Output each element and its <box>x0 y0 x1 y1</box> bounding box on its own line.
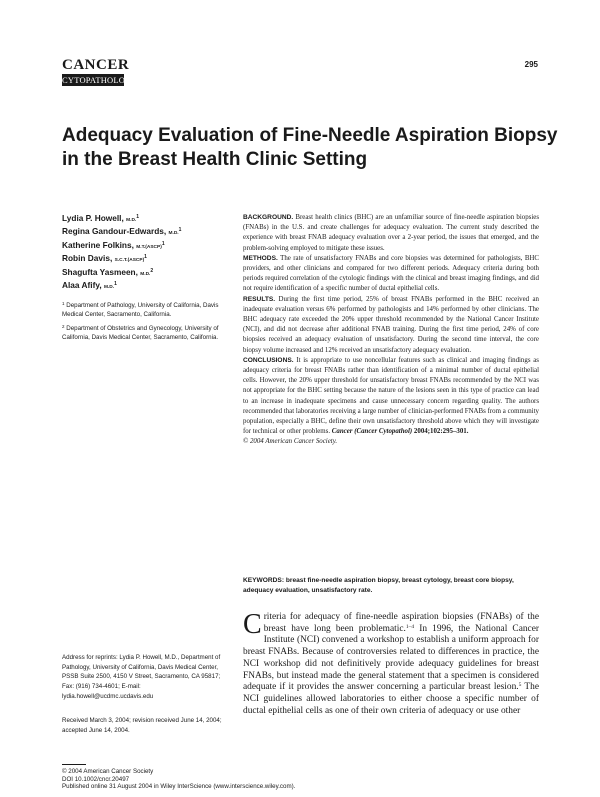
section-label: METHODS. <box>243 254 278 262</box>
affiliation-mark: 1 <box>161 240 165 247</box>
footer-copyright: © 2004 American Cancer Society <box>62 768 154 775</box>
author-name: Shagufta Yasmeen, <box>62 266 138 277</box>
body-text <box>243 609 540 717</box>
section-label: RESULTS. <box>243 295 276 303</box>
footer-divider <box>62 764 86 765</box>
affiliation-mark: 1 <box>136 214 140 220</box>
body-paragraph: In 1996, the National Cancer Institute (NCI) convened a workshop to establish a uniform approach for breast FNABs. Because of controversies related to differences in practice, the NCI workshop did not definitively provide adequacy guidelines for breast FNABs, but instead made the general statement that a specimen is considered adequate if it provides the answer concerning a particular breast lesion. <box>243 623 539 693</box>
drop-cap: C <box>243 609 262 640</box>
section-text: During the first time period, 25% of breast FNABs performed in the BHC received an inadequate evaluation versus 6% performed by pathologists and 14% performed by other clinicians. The BHC adequacy rate exceeded the 20% upper threshold recommended by the National Cancer Institute (NCI), and did not decrease after additional FNAB training. During the first time period, 24% of core biopsies received an adequacy evaluation of unsatisfactory. During the second time interval, the core biopsy volume increased and 12% received an unsatisfactory adequacy evaluation. <box>243 295 539 354</box>
affiliation-mark: 2 <box>62 324 65 329</box>
article-title <box>62 124 558 172</box>
abstract-methods <box>243 254 539 295</box>
body-paragraph: The NCI guidelines allowed laboratories to either choose a specific number of ductal epithelial cells as one of their own criteria of adequacy or use other <box>243 682 540 716</box>
author-degree: S.C.T.(ASCP) <box>114 258 145 264</box>
affiliation <box>62 324 230 342</box>
reference-mark: 1–4 <box>405 623 415 630</box>
section-label: CONCLUSIONS. <box>243 356 294 364</box>
author-list <box>62 213 232 293</box>
author-name: Regina Gandour-Edwards, <box>62 226 167 237</box>
keywords: KEYWORDS: breast fine-needle aspiration biopsy, breast cytology, breast core biopsy, adequacy evaluation, unsatisfactory rate. <box>243 577 514 594</box>
author-degree: M.T.(ASCP) <box>136 244 162 250</box>
affiliation-text: Department of Obstetrics and Gynecology, University of California, Davis Medical Center, Sacramento, California. <box>62 325 219 341</box>
footer-doi: DOI 10.1002/cncr.20497 <box>62 775 130 783</box>
journal-subtitle: CYTOPATHOLOGY <box>62 75 138 85</box>
abstract <box>243 213 539 448</box>
abstract-results <box>243 295 539 356</box>
section-text: It is appropriate to use noncellular features such as clinical and imaging findings as adequacy criteria for breast FNABs rather than identification of a minimal number of ductal epithelial cells. However, the 20% upper threshold for unsatisfactory breast FNABs recommended by the NCI was not appropriate for the BHC setting because the nature of the lesions seen in this type of practice can lead to an increase in inadequate specimens and cause unnecessary concern regarding quality. The authors recommended that laboratories receiving a large number of clinician-performed FNABs from a community population, especially a BHC, define their own unsatisfactory threshold above which they will investigate for technical or other problems. <box>243 356 539 436</box>
abstract-copyright: © 2004 American Cancer Society. <box>243 438 338 446</box>
abstract-background <box>243 213 539 254</box>
author <box>62 267 232 280</box>
author <box>62 280 232 293</box>
author-name: Lydia P. Howell, <box>62 213 124 223</box>
affiliation-mark: 1 <box>62 301 65 306</box>
author <box>62 213 232 226</box>
section-label: BACKGROUND. <box>243 214 294 221</box>
body-paragraph: riteria for adequacy of fine-needle aspiration biopsies (FNABs) of the breast have long been problematic. <box>263 612 539 634</box>
author-degree: M.D. <box>140 271 151 277</box>
author-degree: M.D. <box>126 218 137 223</box>
title-line: Adequacy Evaluation of Fine-Needle Aspiration Biopsy <box>62 125 558 146</box>
author-degree: M.D. <box>103 285 115 291</box>
section-text: The rate of unsatisfactory FNABs and core biopsies was determined for pathologists, BHC providers, and other clinicians and compared for two different periods. Adequacy criteria during both periods required correlation of the cytologic findings with the clinical and breast imaging findings, and did not require identification of a specific number of ductal epithelial cells. <box>243 254 539 293</box>
abstract-conclusions <box>243 356 539 438</box>
footer-published: Published online 31 August 2004 in Wiley InterScience (www.interscience.wiley.com). <box>62 783 296 791</box>
citation: Cancer (Cancer Cytopathol) <box>331 428 413 436</box>
affiliation-mark: 1 <box>114 281 117 288</box>
affiliation-mark: 1 <box>178 227 182 234</box>
affiliation-mark: 1 <box>144 254 147 261</box>
journal-name: CANCER <box>62 57 130 73</box>
author-name: Robin Davis, <box>62 253 113 264</box>
affiliation-mark: 2 <box>150 267 154 274</box>
reprint-address: Address for reprints: Lydia P. Howell, M.D., Department of Pathology, University of California, Davis Medical Center, PSSB Suite 2500, 4150 V Street, Sacramento, CA 95817; Fax: (916) 734-4601; E-mail: lydia.howell@ucdmc.ucdavis.edu <box>62 654 221 700</box>
received-dates: Received March 3, 2004; revision received June 14, 2004; accepted June 14, 2004. <box>62 717 222 734</box>
author <box>62 253 232 266</box>
page-number: 295 <box>524 60 538 69</box>
footer <box>62 768 542 791</box>
reference-mark: 5 <box>518 682 522 689</box>
affiliation <box>62 301 230 319</box>
section-text: Breast health clinics (BHC) are an unfamiliar source of fine-needle aspiration biopsies (FNABs) in the U.S. and create challenges for adequacy evaluation. The current study described the experience with breast FNAB adequacy evaluation over a 2-year period, the issues that emerged, and the problem-solving employed to mitigate these issues. <box>243 214 539 252</box>
author-degree: M.D. <box>168 231 179 237</box>
author-name: Alaa Afify, <box>62 280 102 291</box>
title-line: in the Breast Health Clinic Setting <box>62 149 368 170</box>
affiliation-text: Department of Pathology, University of California, Davis Medical Center, Sacramento, California. <box>62 302 219 318</box>
author <box>62 226 232 239</box>
citation-volume: 2004;102:295–301. <box>413 428 469 436</box>
author <box>62 240 232 253</box>
author-name: Katherine Folkins, <box>62 239 134 250</box>
